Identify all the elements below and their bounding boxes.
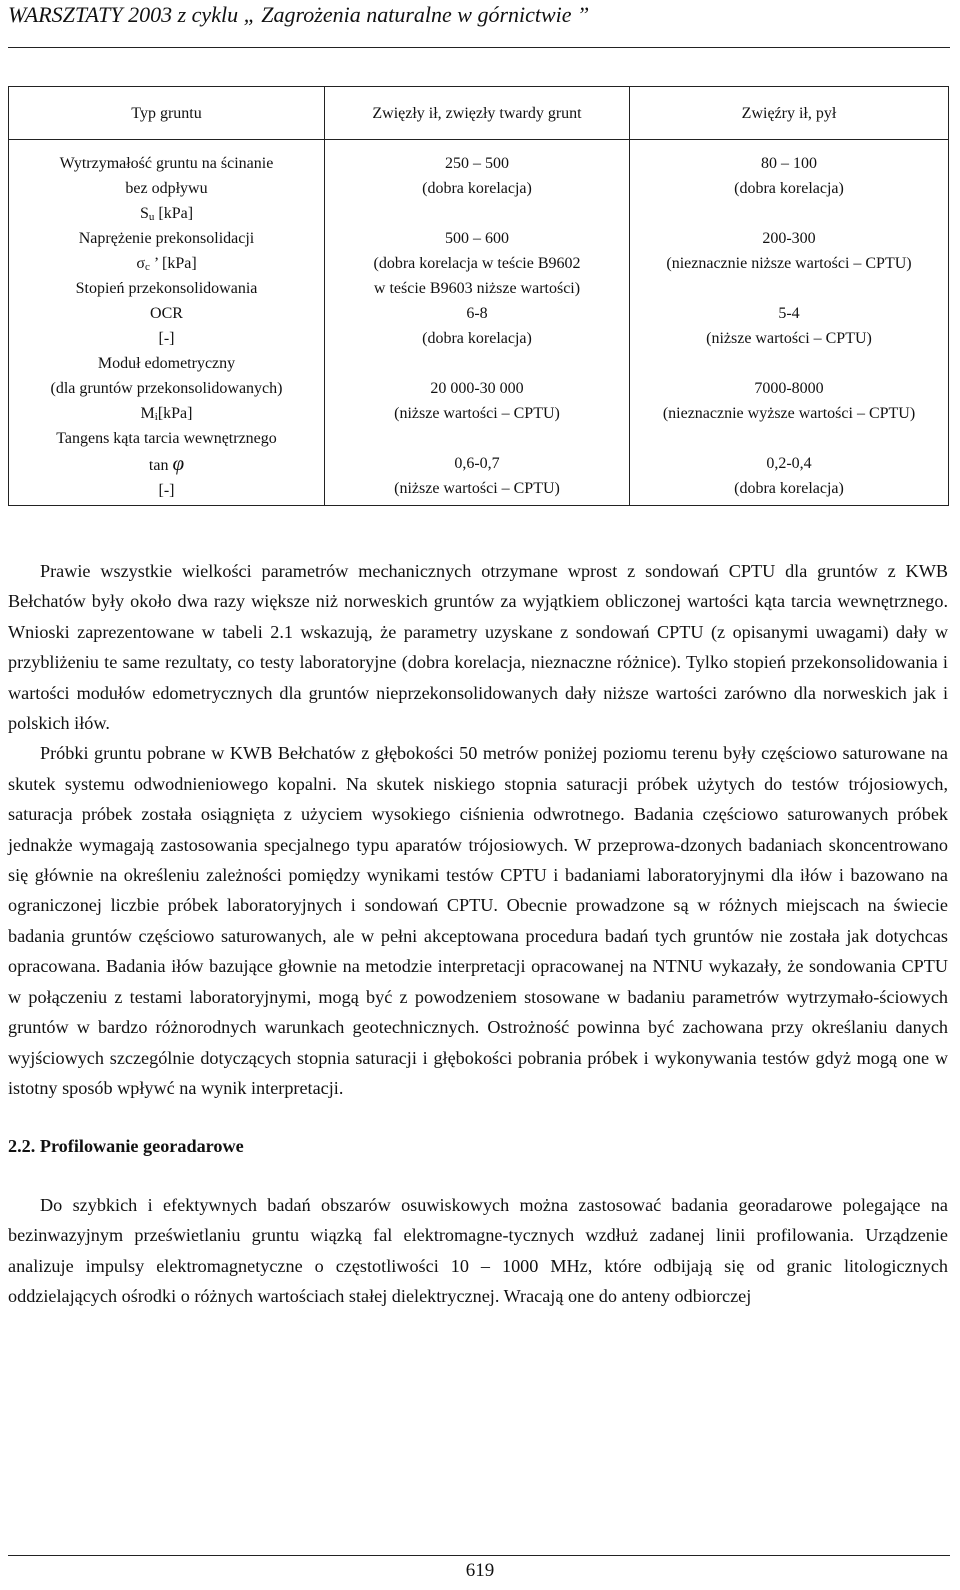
page-number: 619	[465, 1560, 495, 1581]
table-header-row	[9, 87, 949, 140]
running-header: WARSZTATY 2003 z cyklu „ Zagrożenia naturalne w górnictwie ”	[8, 2, 590, 27]
value-ocr: 6-8 (dobra korelacja)	[422, 305, 532, 347]
header-cell: Zwięźry ił, pył	[630, 87, 949, 140]
comparison-table	[8, 86, 949, 506]
value-tan-phi: 0,2-0,4 (dobra korelacja)	[734, 455, 844, 497]
value-su: 250 – 500 (dobra korelacja)	[422, 155, 532, 197]
paragraph: Prawie wszystkie wielkości parametrów mechanicznych otrzymane wprost z sondowań CPTU dla gruntów z KWB Bełchatów były około dwa razy większe niż norweskich gruntów za wyjątkiem obliczonej wartości kąta tarcia wewnętrznego. Wnioski zaprezentowane w tabeli 2.1 wskazują, że parametry uzyskane z sondowań CPTU (z opisanymi uwagami) dały w przybliżeniu te same rezultaty, co testy laboratoryjne (dobra korelacja, nieznaczne różnice). Tylko stopień przekonsolidowania i wartości modułów edometrycznych dla gruntów nieprzekonsolidowanych dały niższe wartości zarówno dla norweskich jak i polskich iłów.	[8, 561, 948, 734]
param-ocr: Stopień przekonsolidowania OCR [-]	[75, 280, 258, 347]
footer-rule	[8, 1555, 950, 1556]
stiff-clay-column	[325, 140, 630, 506]
parameter-column	[9, 140, 325, 506]
section-heading: 2.2. Profilowanie georadarowe	[8, 1136, 244, 1157]
value-su: 80 – 100 (dobra korelacja)	[734, 155, 844, 197]
body-text	[8, 556, 948, 1311]
value-sigma-c: 200-300 (nieznacznie niższe wartości – CPTU)	[666, 230, 912, 272]
table-body-row	[9, 140, 949, 506]
value-sigma-c: 500 – 600 (dobra korelacja w teście B9602 w teście B9603 niższe wartości)	[373, 230, 581, 297]
value-modulus: 7000-8000 (nieznacznie wyższe wartości – CPTU)	[662, 380, 916, 422]
header-cell: Typ gruntu	[9, 87, 325, 140]
paragraph: Do szybkich i efektywnych badań obszarów osuwiskowych można zastosować badania georadarowe polegające na bezinwazyjnym prześwietlaniu gruntu wiązką fal elektromagne-tycznych wzdłuż zadanej linii profilowania. Urządzenie analizuje impulsy elektromagnetyczne o częstotliwości 10 – 1000 MHz, które odbijają się od granic litologicznych oddzielających ośrodki o różnych wartościach stałej dielektrycznej. Wracają one do anteny odbiorczej	[8, 1194, 948, 1306]
param-su: Wytrzymałość gruntu na ścinanie bez odpływu $S_u$ [kPa]	[59, 155, 274, 223]
param-modulus: Moduł edometryczny (dla gruntów przekonsolidowanych) $M_i[kPa]$	[50, 355, 283, 423]
header-cell: Zwięzły ił, zwięzły twardy grunt	[325, 87, 630, 140]
header-rule	[8, 47, 950, 48]
paragraph: Próbki gruntu pobrane w KWB Bełchatów z głębokości 50 metrów poniżej poziomu terenu były częściowo saturowane na skutek systemu odwodnieniowego kopalni. Na skutek niskiego stopnia saturacji próbek użytych do testów trójosiowych, saturacja próbek została osiągnięta z użyciem wysokiego ciśnienia odwrotnego. Badania częściowo saturowanych próbek jednakże wymagają zastosowania specjalnego typu aparatów trójosiowych. W przeprowa-dzonych badaniach skoncentrowano się głównie na określeniu zależności pomiędzy wynikami testów CPTU i badaniami laboratoryjnymi dla iłów i bazowano na ograniczonej liczbie próbek laboratoryjnych i sondowań CPTU. Obecnie prowadzone są w różnych miejscach na świecie badania gruntów częściowo saturowanych, ale w pełni akceptowana procedura badań tych gruntów nie została jak dotychcas opracowana. Badania iłów bazujące głownie na metodzie interpretacji opracowanej na NTNU wykazały, że sondowania CPTU w połączeniu z testami laboratoryjnymi, mogą być z powodzeniem stosowane w badaniu parametrów wytrzymało-ściowych gruntów w bardzo różnorodnych warunkach geotechnicznych. Ostrożność powinna być zachowana przy określaniu danych wyjściowych szczególnie dotyczących stopnia saturacji i głębokości pobrania próbek i wykonywania testów gdyż mogą one w istotny sposób wpływć na wynik interpretacji.	[8, 743, 948, 1098]
value-tan-phi: 0,6-0,7 (niższe wartości – CPTU)	[394, 455, 560, 497]
param-sigma-c: Naprężenie prekonsolidacji $\sigma_c$ ’ [kPa]	[78, 230, 255, 273]
value-ocr: 5-4 (niższe wartości – CPTU)	[706, 305, 872, 347]
param-tan-phi: Tangens kąta tarcia wewnętrznego tan φ [-]	[56, 430, 277, 499]
silt-clay-column	[630, 140, 949, 506]
value-modulus: 20 000-30 000 (niższe wartości – CPTU)	[394, 380, 560, 422]
